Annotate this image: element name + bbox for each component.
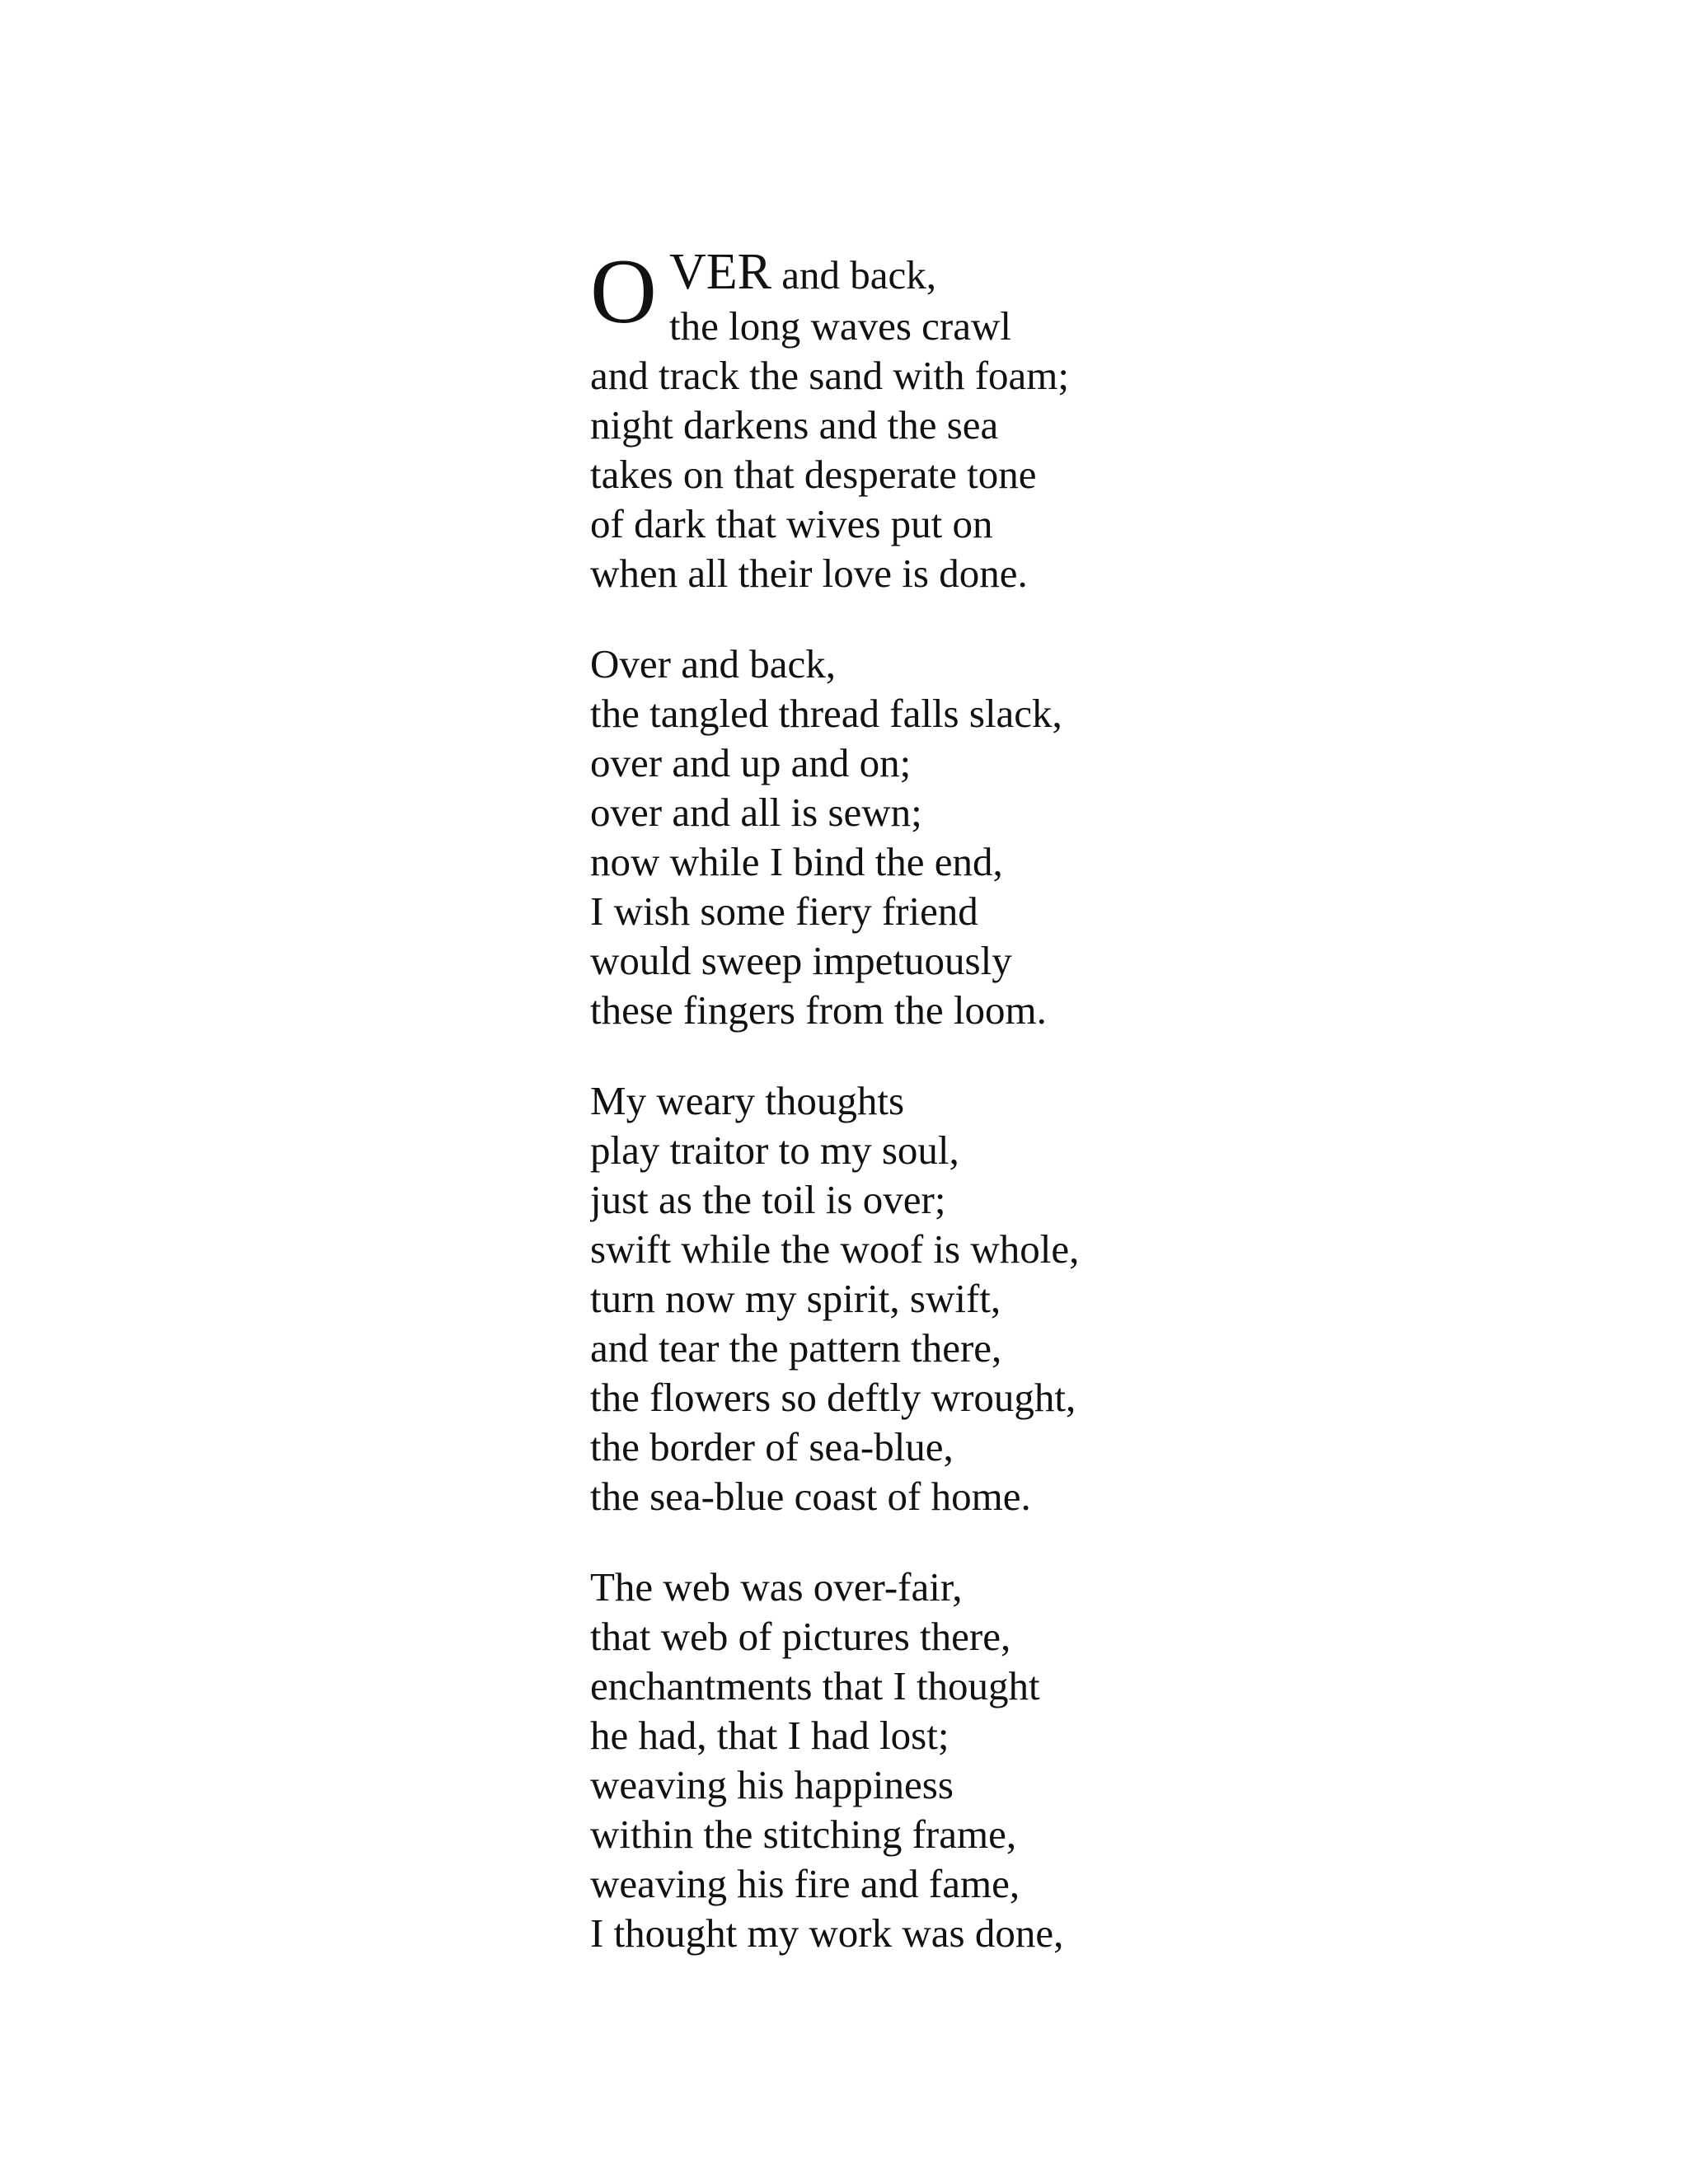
poem-line: within the stitching frame,	[590, 1811, 1017, 1857]
poem-line: weaving his happiness	[590, 1762, 954, 1807]
poem-line: of dark that wives put on	[590, 501, 993, 546]
poem-text	[590, 246, 1167, 1985]
poem-line: now while I bind the end,	[590, 839, 1003, 884]
poem-line: The web was over-fair,	[590, 1564, 963, 1610]
poem-line: Over and back,	[590, 641, 836, 687]
poem-line: and track the sand with foam;	[590, 353, 1070, 398]
poem-line: enchantments that I thought	[590, 1663, 1040, 1708]
stanza-2	[590, 640, 1167, 1035]
poem-line: the flowers so deftly wrought,	[590, 1375, 1076, 1420]
poem-line: My weary thoughts	[590, 1078, 905, 1123]
poem-line: and tear the pattern there,	[590, 1325, 1002, 1371]
stanza-1	[590, 246, 1167, 598]
poem-line: the long waves crawl	[669, 303, 1011, 349]
poem-line: I thought my work was done,	[590, 1910, 1064, 1956]
poem-line: play traitor to my soul,	[590, 1127, 959, 1173]
poem-line: these fingers from the loom.	[590, 987, 1047, 1033]
poem-line: the sea-blue coast of home.	[590, 1474, 1031, 1519]
poem-line: takes on that desperate tone	[590, 452, 1037, 497]
stanza-opening	[590, 246, 1167, 351]
poem-line: turn now my spirit, swift,	[590, 1276, 1001, 1321]
poem-line: when all their love is done.	[590, 551, 1028, 596]
poem-line: over and up and on;	[590, 740, 912, 785]
poem-line: over and all is sewn;	[590, 790, 922, 835]
first-line-rest: and back,	[771, 252, 936, 298]
poem-line: swift while the woof is whole,	[590, 1226, 1080, 1272]
stanza-3	[590, 1076, 1167, 1521]
poem-line: that web of pictures there,	[590, 1614, 1011, 1659]
poem-line: just as the toil is over;	[590, 1177, 946, 1222]
small-caps-word: VER	[669, 246, 771, 300]
poem-line: I wish some fiery friend	[590, 888, 978, 934]
poem-line: he had, that I had lost;	[590, 1713, 950, 1758]
poem-line: the tangled thread falls slack,	[590, 691, 1062, 736]
poem-line	[669, 246, 936, 298]
poem-line: night darkens and the sea	[590, 402, 999, 448]
poem-line: the border of sea-blue,	[590, 1424, 954, 1469]
poem-line: weaving his fire and fame,	[590, 1861, 1020, 1906]
drop-cap: O	[590, 246, 657, 343]
poem-line: would sweep impetuously	[590, 938, 1012, 983]
stanza-4	[590, 1563, 1167, 1958]
